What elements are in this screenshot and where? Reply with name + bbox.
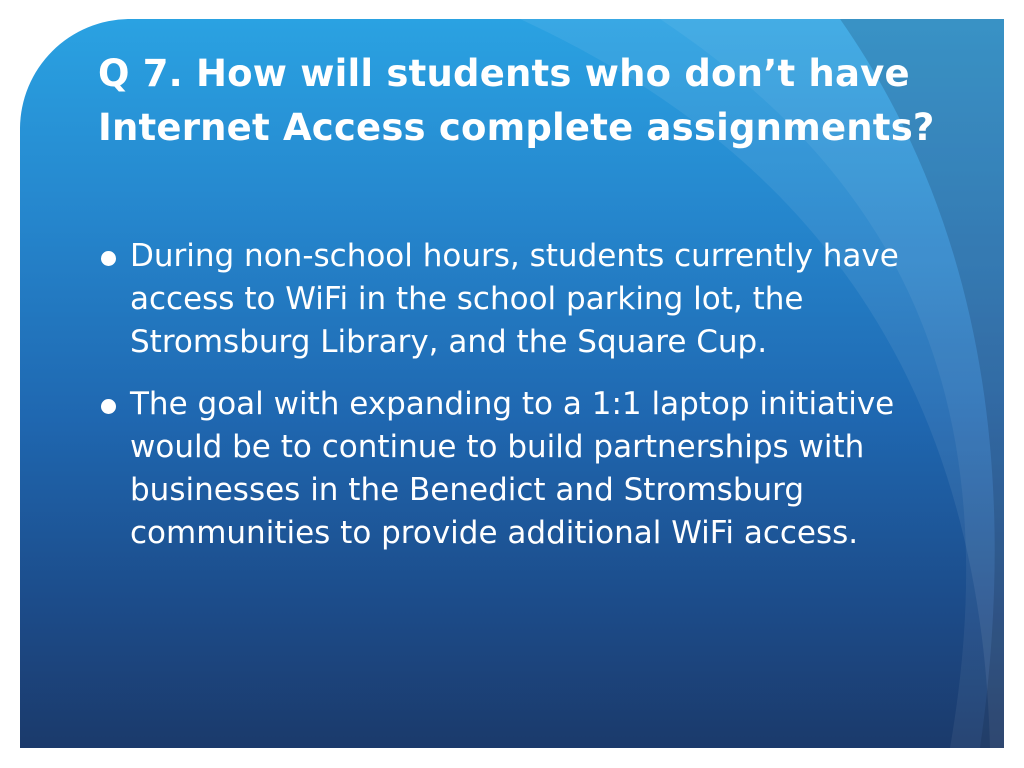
- bullet-dot-icon: [101, 251, 116, 266]
- slide-title: Q 7. How will students who don’t have Internet Access complete assignments?: [98, 52, 935, 149]
- slide: [20, 19, 1004, 748]
- bullet-list: [98, 235, 958, 574]
- bullet-item: [98, 235, 958, 364]
- bullet-dot-icon: [101, 399, 116, 414]
- bullet-text: During non-school hours, students currently have access to WiFi in the school parking lot, the Stromsburg Library, and the Square Cup.: [130, 238, 899, 360]
- bullet-item: [98, 383, 958, 555]
- bullet-text: The goal with expanding to a 1:1 laptop initiative would be to continue to build partnerships with businesses in the Benedict and Stromsburg communities to provide additional WiFi access.: [130, 386, 895, 551]
